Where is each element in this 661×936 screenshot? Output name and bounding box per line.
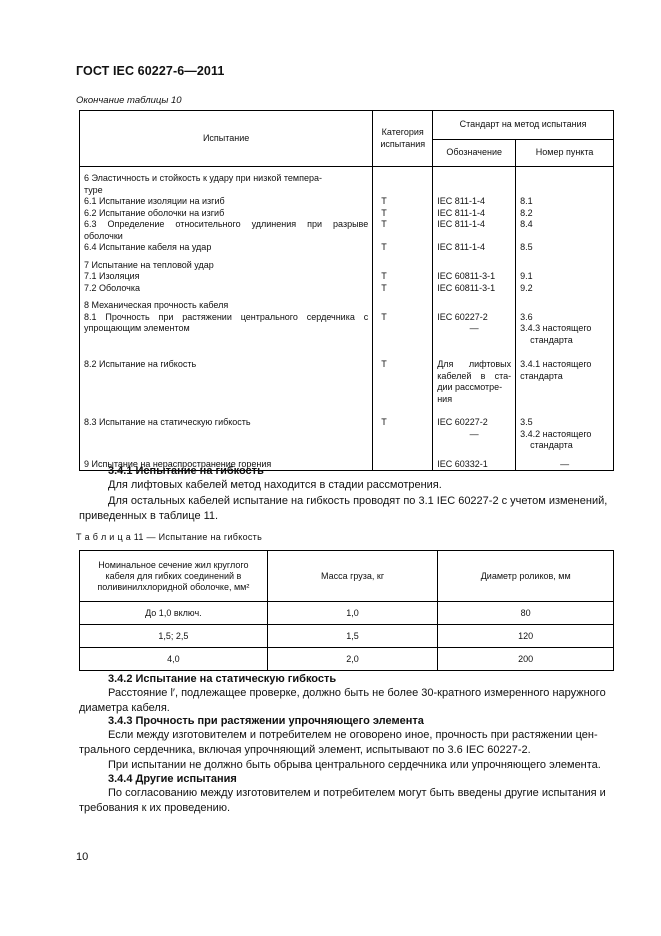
table-row: 6.1 Испытание изоляции на изгиб Т IEC 811-1-4 8.1 bbox=[80, 196, 614, 208]
header-designation: Обозначение bbox=[433, 140, 516, 167]
table-row: 1,5; 2,5 1,5 120 bbox=[80, 625, 614, 648]
table-row: 6.4 Испытание кабеля на удар Т IEC 811-1-4 8.5 bbox=[80, 242, 614, 254]
document-header: ГОСТ IEC 60227-6—2011 bbox=[76, 64, 225, 78]
paragraph: трального сердечника, включая упрочняющий элемент, испытывают по 3.6 IEC 60227-2. bbox=[79, 744, 531, 756]
group-title: 9 Испытание на нераспространение горения bbox=[80, 452, 373, 471]
header-mass: Масса груза, кг bbox=[267, 551, 438, 602]
table-row: 8.2 Испытание на гибкость Т Для лифтовых кабелей в ста- дии рассмотре- ния 3.4.1 настоящего стандарта bbox=[80, 346, 614, 405]
paragraph: диаметра кабеля. bbox=[79, 702, 170, 714]
table-row: 6.3 Определение относительного удлинения при разрыве оболочки Т IEC 811-1-4 8.4 bbox=[80, 219, 614, 242]
section-3-4-4-heading: 3.4.4 Другие испытания bbox=[108, 773, 237, 785]
table-row: 6.2 Испытание оболочки на изгиб Т IEC 811-1-4 8.2 bbox=[80, 208, 614, 220]
group-title: 7 Испытание на тепловой удар bbox=[80, 254, 373, 272]
header-diameter: Диаметр роликов, мм bbox=[438, 551, 614, 602]
header-clause: Номер пункта bbox=[516, 140, 614, 167]
paragraph: требования к их проведению. bbox=[79, 802, 231, 814]
paragraph: приведенных в таблице 11. bbox=[79, 510, 219, 522]
table10-caption: Окончание таблицы 10 bbox=[76, 95, 182, 106]
table-10 bbox=[79, 110, 614, 471]
header-standard: Стандарт на метод испытания bbox=[433, 111, 614, 140]
table-row: До 1,0 включ. 1,0 80 bbox=[80, 602, 614, 625]
paragraph: При испытании не должно быть обрыва центрального сердечника или упрочняющего элемента. bbox=[108, 759, 601, 771]
table-row: 7.2 Оболочка Т IEC 60811-3-1 9.2 bbox=[80, 283, 614, 295]
paragraph: Если между изготовителем и потребителем не оговорено иное, прочность при растяжении цен- bbox=[108, 729, 598, 741]
table-row: 8.1 Прочность при растяжении центрального сердечника с упрощающим элементом Т IEC 60227-2 — 3.6 3.4.3 настоящего стандарта bbox=[80, 312, 614, 347]
paragraph: Для лифтовых кабелей метод находится в стадии рассмотрения. bbox=[108, 479, 442, 491]
paragraph: Для остальных кабелей испытание на гибкость проводят по 3.1 IEC 60227-2 с учетом изменений, bbox=[108, 495, 608, 507]
paragraph: По согласованию между изготовителем и потребителем могут быть введены другие испытания и bbox=[108, 787, 606, 799]
page-number: 10 bbox=[76, 851, 89, 863]
section-3-4-1-heading: 3.4.1 Испытание на гибкость bbox=[108, 465, 264, 477]
group-title: 8 Механическая прочность кабеля bbox=[80, 294, 373, 312]
table-row bbox=[80, 167, 614, 197]
section-3-4-2-heading: 3.4.2 Испытание на статическую гибкость bbox=[108, 673, 337, 685]
section-3-4-3-heading: 3.4.3 Прочность при растяжении упрочняющего элемента bbox=[108, 715, 424, 727]
paragraph: Расстояние l′, подлежащее проверке, должно быть не более 30-кратного измеренного наружного bbox=[108, 687, 606, 699]
table-row: 8.3 Испытание на статическую гибкость Т IEC 60227-2 — 3.5 3.4.2 настоящего стандарта bbox=[80, 405, 614, 452]
table11-caption: Т а б л и ц а 11 — Испытание на гибкость bbox=[76, 532, 263, 542]
header-category: Категория испытания bbox=[373, 111, 433, 167]
table-row: 7.1 Изоляция Т IEC 60811-3-1 9.1 bbox=[80, 271, 614, 283]
table-row bbox=[80, 254, 614, 272]
table-11 bbox=[79, 550, 614, 671]
group-title: 6 Эластичность и стойкость к удару при низкой темпера- туре bbox=[80, 167, 373, 197]
header-section: Номинальное сечение жил круглого кабеля для гибких соединений в поливинилхлоридной оболочке, мм² bbox=[80, 551, 268, 602]
table-row: 4,0 2,0 200 bbox=[80, 648, 614, 671]
table-row bbox=[80, 294, 614, 312]
table-row: 9 Испытание на нераспространение горения IEC 60332-1 — bbox=[80, 452, 614, 471]
header-test: Испытание bbox=[80, 111, 373, 167]
